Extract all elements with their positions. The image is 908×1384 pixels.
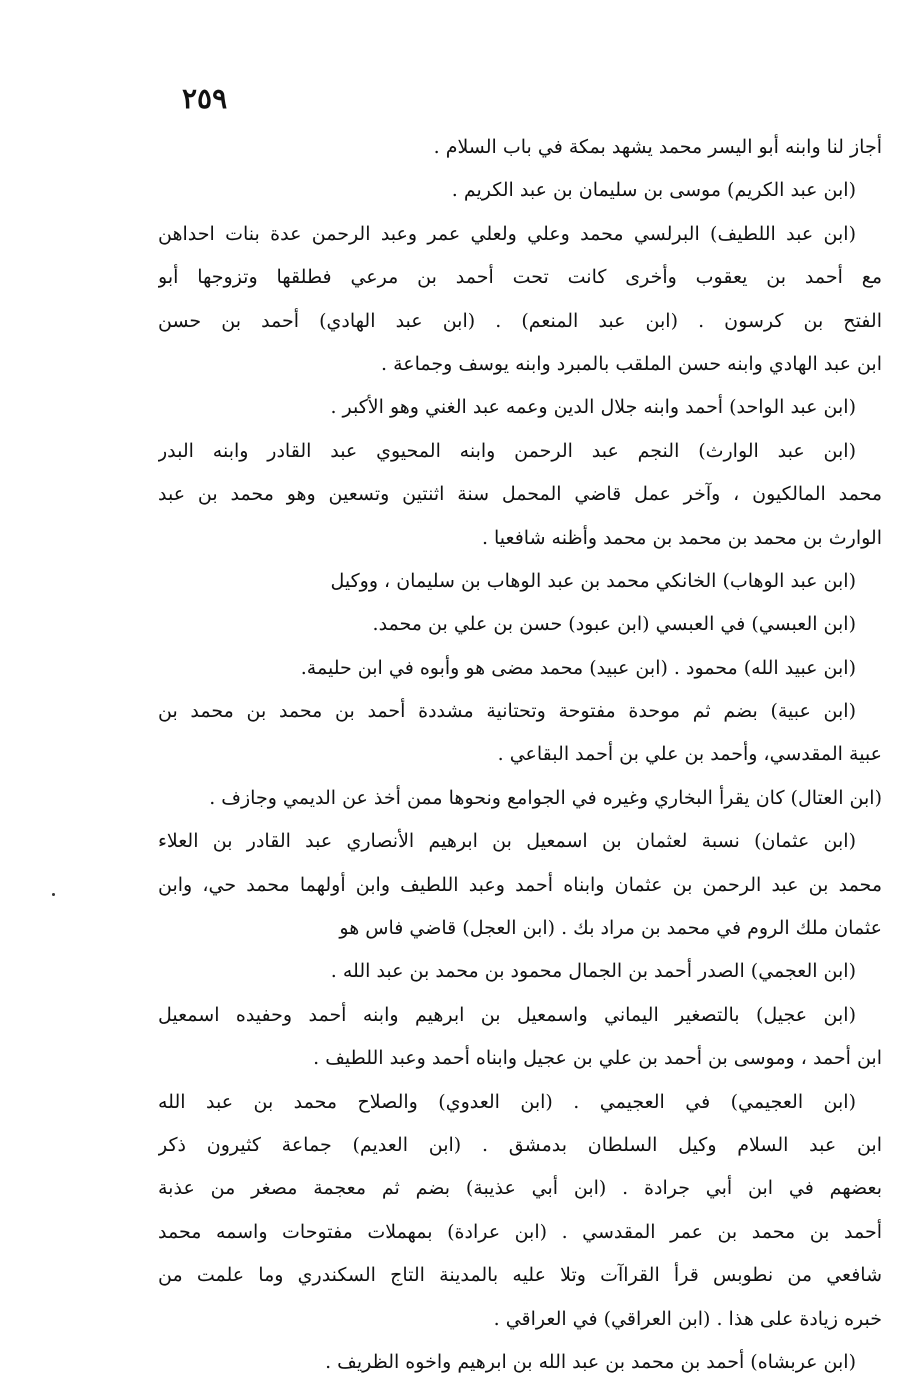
text-line: ابن عبد السلام وكيل السلطان بدمشق . (ابن العديم) جماعة كثيرون ذكر [158, 1133, 882, 1156]
text-line: (ابن العجيمي) في العجيمي . (ابن العدوي) والصلاح محمد بن عبد الله [158, 1090, 856, 1113]
text-line: عبية المقدسي، وأحمد بن علي بن أحمد البقاعي . [497, 743, 882, 766]
text-line: (ابن عجيل) بالتصغير اليماني واسمعيل بن ابرهيم وابنه أحمد وحفيده اسمعيل [158, 1003, 856, 1026]
text-line: (ابن عربشاه) أحمد بن محمد بن عبد الله بن ابرهيم واخوه الظريف . [325, 1350, 856, 1373]
text-line: الفتح بن كرسون . (ابن عبد المنعم) . (ابن عبد الهادي) أحمد بن حسن [158, 309, 882, 332]
text-line: مع أحمد بن يعقوب وأخرى كانت تحت أحمد بن مرعي فطلقها وتزوجها أبو [158, 266, 882, 289]
text-line: (ابن عبد الكريم) موسى بن سليمان بن عبد الكريم . [451, 179, 856, 202]
text-line: ابن عبد الهادي وابنه حسن الملقب بالمبرد وابنه يوسف وجماعة . [381, 352, 882, 375]
text-line: الوارث بن محمد بن محمد بن محمد وأظنه شافعيا . [481, 526, 882, 549]
text-line: (ابن عبد الوارث) النجم عبد الرحمن وابنه المحيوي عبد القادر وابنه البدر [158, 439, 856, 462]
text-line: (ابن عبد الواحد) أحمد وابنه جلال الدين وعمه عبد الغني وهو الأكبر . [330, 396, 856, 419]
text-line: محمد المالكيون ، وآخر عمل قاضي المحمل سنة اثنتين وتسعين وهو محمد بن عبد [158, 483, 882, 506]
text-line: (ابن العبسي) في العبسي (ابن عبود) حسن بن علي بن محمد. [372, 613, 856, 636]
text-line: بعضهم في ابن أبي جرادة . (ابن أبي عذيبة) بضم ثم معجمة مصغر من عذبة [158, 1177, 882, 1200]
page-number: ٢٥٩ [182, 82, 228, 115]
text-line: ابن أحمد ، وموسى بن أحمد بن علي بن عجيل وابناه أحمد وعبد اللطيف . [313, 1047, 882, 1070]
text-line: (ابن عبيد الله) محمود . (ابن عبيد) محمد مضى هو وأبوه في ابن حليمة. [300, 656, 856, 679]
text-line: (ابن العجمي) الصدر أحمد بن الجمال محمود بن محمد بن عبد الله . [330, 960, 856, 983]
body-text [158, 126, 882, 1384]
text-line: (ابن عثمان) نسبة لعثمان بن اسمعيل بن ابرهيم الأنصاري عبد القادر بن العلاء [158, 830, 856, 853]
text-line: شافعي من نطوبس قرأ القراآت وتلا عليه بالمدينة التاج السكندري وما علمت من [158, 1264, 882, 1287]
text-line: عثمان ملك الروم في محمد بن مراد بك . (ابن العجل) قاضي فاس هو [339, 917, 882, 940]
text-line: (ابن العتال) كان يقرأ البخاري وغيره في الجوامع ونحوها ممن أخذ عن الديمي وجازف . [209, 786, 882, 809]
text-line: (ابن عبية) بضم ثم موحدة مفتوحة وتحتانية مشددة أحمد بن محمد بن محمد بن [158, 700, 856, 723]
margin-mark [52, 893, 55, 896]
text-line: خبره زيادة على هذا . (ابن العراقي) في العراقي . [493, 1307, 882, 1330]
text-line: محمد بن عبد الرحمن بن عثمان وابناه أحمد وعبد اللطيف وابن أولهما محمد حي، وابن [158, 873, 882, 896]
text-line: أحمد بن محمد بن عمر المقدسي . (ابن عرادة) بمهملات مفتوحات واسمه محمد [158, 1220, 882, 1243]
text-line: (ابن عبد اللطيف) البرلسي محمد وعلي ولعلي عمر وعبد الرحمن عدة بنات احداهن [158, 222, 856, 245]
text-line: أجاز لنا وابنه أبو اليسر محمد يشهد بمكة في باب السلام . [433, 136, 882, 158]
text-line: (ابن عبد الوهاب) الخانكي محمد بن عبد الوهاب بن سليمان ، ووكيل [330, 569, 856, 592]
